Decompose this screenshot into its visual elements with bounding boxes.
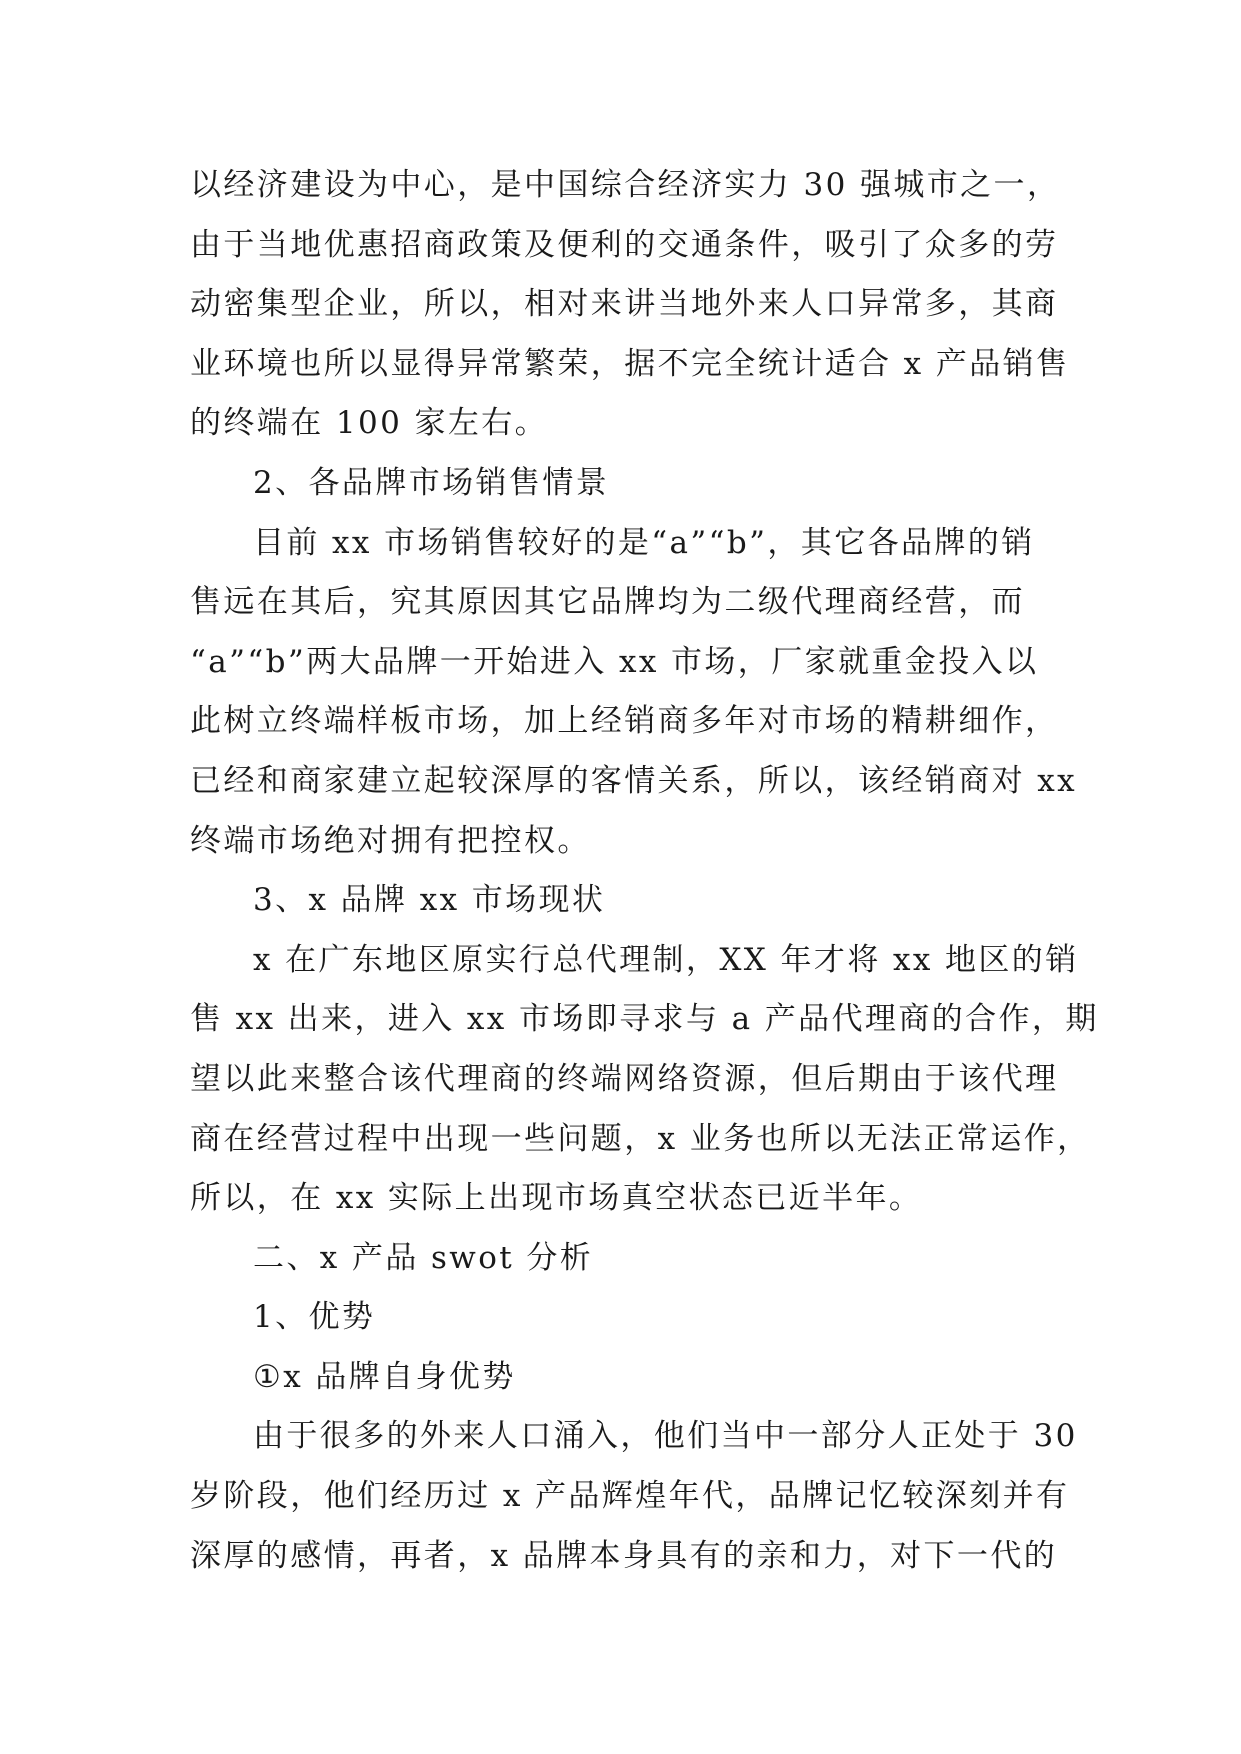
text-line: 深厚的感情，再者，x 品牌本身具有的亲和力，对下一代的 [190,1537,1058,1574]
section-heading: 2、各品牌市场销售情景 [253,464,610,501]
text-line: 动密集型企业，所以，相对来讲当地外来人口异常多，其商 [190,286,1059,323]
text-line: 以经济建设为中心，是中国综合经济实力 30 强城市之一， [190,167,1061,203]
text-line: 由于当地优惠招商政策及便利的交通条件，吸引了众多的劳 [190,226,1059,263]
text-line: 的终端在 100 家左右。 [190,405,549,442]
section-heading: 3、x 品牌 xx 市场现状 [253,882,606,919]
text-line: x 在广东地区原实行总代理制，XX 年才将 xx 地区的销 [253,941,1079,978]
text-line: 由于很多的外来人口涌入，他们当中一部分人正处于 30 [253,1418,1078,1455]
document-body [190,156,1099,1586]
text-line: 商在经营过程中出现一些问题，x 业务也所以无法正常运作， [190,1120,1091,1157]
text-line: 售 xx 出来，进入 xx 市场即寻求与 a 产品代理商的合作，期 [190,1001,1099,1038]
text-line: 此树立终端样板市场，加上经销商多年对市场的精耕细作， [190,703,1059,740]
section-heading: 1、优势 [253,1299,376,1336]
text-line: 终端市场绝对拥有把控权。 [190,822,591,859]
text-line: 望以此来整合该代理商的终端网络资源，但后期由于该代理 [190,1060,1059,1097]
section-heading: 二、x 产品 swot 分析 [253,1239,594,1276]
text-line: 所以，在 xx 实际上出现市场真空状态已近半年。 [190,1180,923,1217]
section-heading: ①x 品牌自身优势 [253,1358,516,1395]
text-line: “a”“b”两大品牌一开始进入 xx 市场，厂家就重金投入以 [190,643,1039,680]
text-line: 售远在其后，究其原因其它品牌均为二级代理商经营，而 [190,584,1025,621]
text-line: 已经和商家建立起较深厚的客情关系，所以，该经销商对 xx [190,762,1078,799]
text-line: 业环境也所以显得异常繁荣，据不完全统计适合 x 产品销售 [190,345,1070,382]
text-line: 目前 xx 市场销售较好的是“a”“b”，其它各品牌的销 [253,524,1035,561]
text-line: 岁阶段，他们经历过 x 产品辉煌年代，品牌记忆较深刻并有 [190,1478,1070,1515]
